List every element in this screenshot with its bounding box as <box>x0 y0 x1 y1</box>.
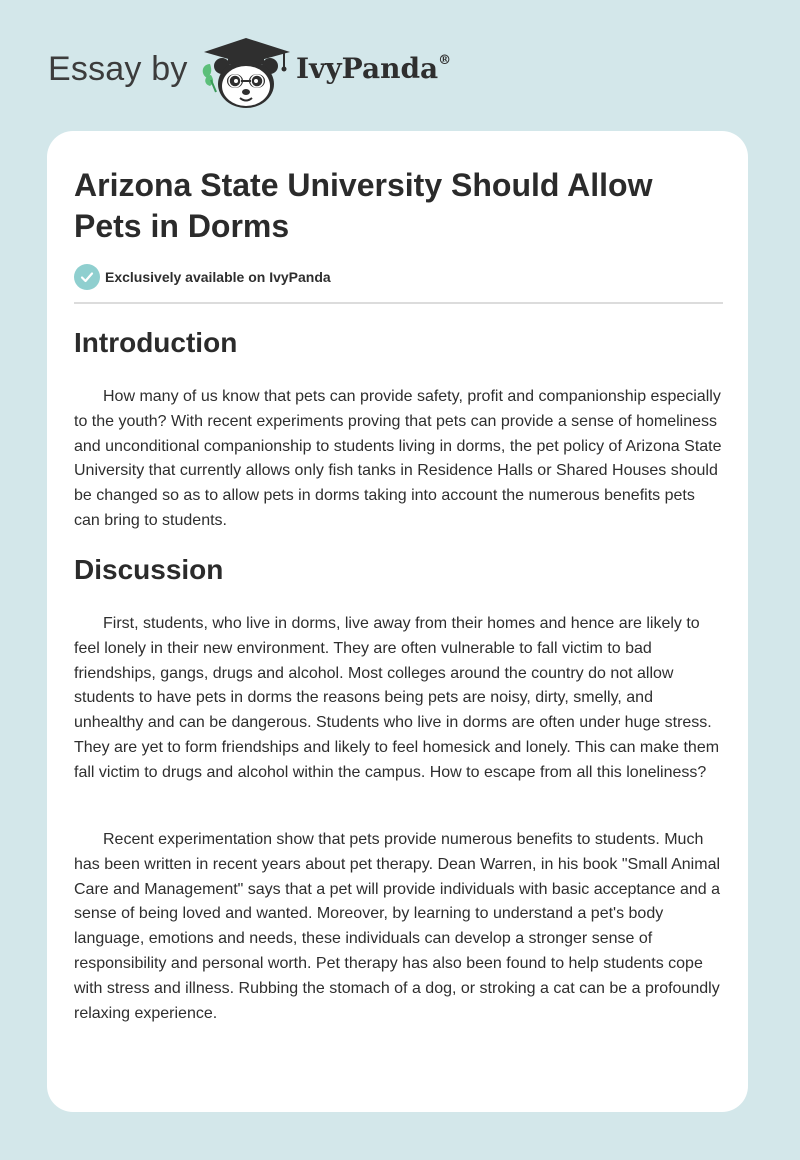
section-heading-introduction: Introduction <box>74 327 238 358</box>
site-header <box>0 0 800 120</box>
paragraph-discussion-1: First, students, who live in dorms, live away from their homes and hence are likely to feel lonely in their new environment. They are often vulnerable to fall victim to bad friendships, gangs, drugs and alcohol. Most colleges around the country do not allow students to have pets in dorms the reasons being pets are noisy, dirty, smelly, and unhealthy and can be dangerous. Students who live in dorms are often under huge stress. They are yet to form friendships and likely to feel homesick and lonely. This can make them fall victim to drugs and alcohol within the campus. How to escape from all this loneliness? <box>74 615 720 781</box>
essay-card <box>47 131 748 1112</box>
brand-registered-mark: ® <box>438 52 452 68</box>
brand-prefix: Essay by <box>48 50 188 88</box>
exclusive-label: Exclusively available on IvyPanda <box>105 269 331 285</box>
exclusive-badge <box>74 263 331 291</box>
paragraph-introduction: How many of us know that pets can provide safety, profit and companionship especially to the youth? With recent experiments proving that pets can provide a sense of homeliness and unconditional companionship to students living in dorms, the pet policy of Arizona State University that currently allows only fish tanks in Residence Halls or Shared Houses should be changed so as to allow pets in dorms taking into account the numerous benefits pets can bring to students. <box>74 388 722 529</box>
essay-title: Arizona State University Should Allow Pets in Dorms <box>74 167 653 244</box>
paragraph-discussion-2: Recent experimentation show that pets provide numerous benefits to students. Much has been written in recent years about pet therapy. Dean Warren, in his book "Small Animal Care and Management" says that a pet will provide individuals with basic acceptance and a sense of being loved and wanted. Moreover, by learning to understand a pet's body language, emotions and needs, these individuals can develop a stronger sense of responsibility and personal worth. Pet therapy has also been found to help students cope with stress and illness. Rubbing the stomach of a dog, or stroking a cat can be a profoundly relaxing experience. <box>74 831 721 1022</box>
brand-name-text: IvyPanda <box>296 52 439 85</box>
section-heading-discussion: Discussion <box>74 554 224 585</box>
panda-logo-icon <box>198 34 294 110</box>
check-circle-icon <box>74 264 100 290</box>
brand-name <box>296 52 451 85</box>
divider <box>74 302 723 304</box>
